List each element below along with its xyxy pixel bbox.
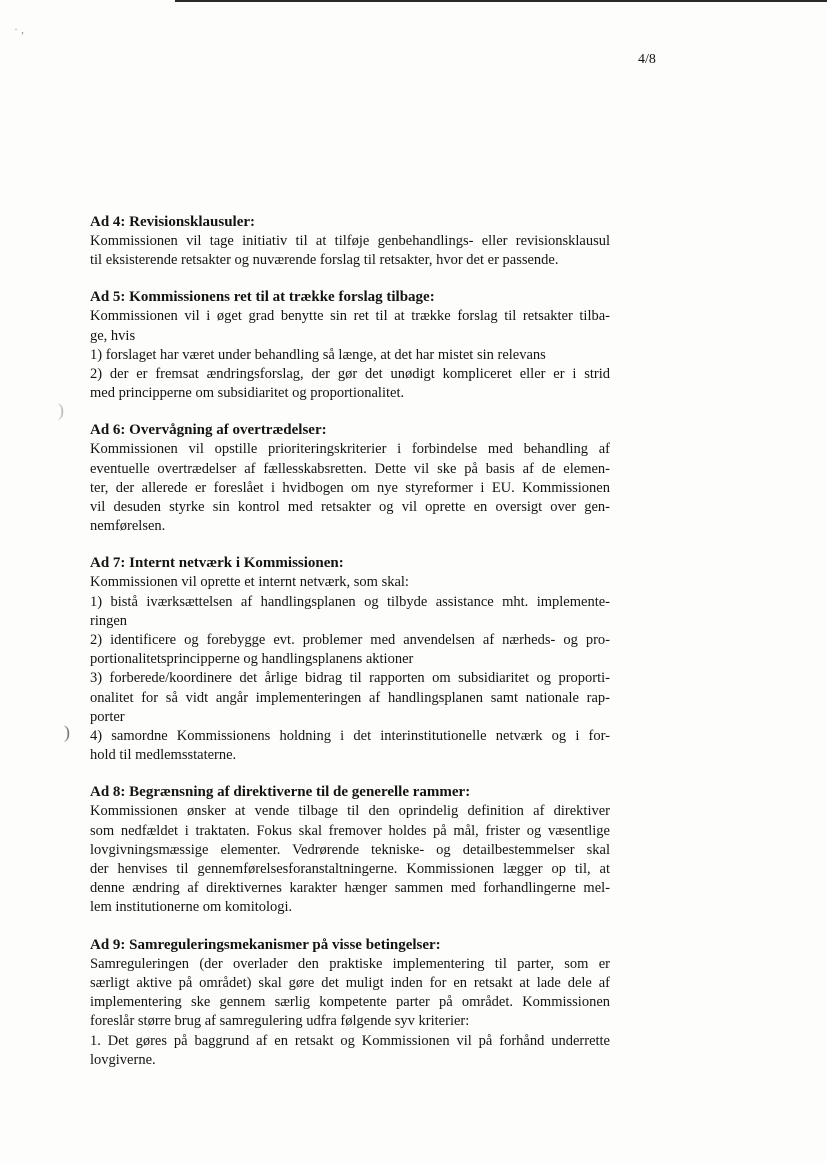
text-line: Kommissionen vil opstille prioriteringskriterier i forbindelse med behandling af (90, 441, 610, 458)
text-line: som nedfældet i traktaten. Fokus skal fremover holdes på mål, frister og væsentlige (90, 822, 610, 839)
text-line: til eksisterende retsakter og nuværende forslag til retsakter, hvor det er passende. (90, 252, 559, 269)
text-line: lem institutionerne om komitologi. (90, 899, 293, 916)
text-line: ter, der allerede er foreslået i hvidbogen om nye styreformer i EU. Kommissionen (90, 479, 610, 496)
text-line: 1. Det gøres på baggrund af en retsakt og Kommissionen vil på forhånd underrette (90, 1032, 610, 1049)
text-line: denne ændring af direktivernes karakter hænger sammen med forhandlingerne mel- (90, 880, 610, 897)
text-line: der henvises til gennemførelsesforanstaltningerne. Kommissionen lægger op til, at (90, 861, 610, 878)
text-line: Kommissionen ønsker at vende tilbage til den oprindelig definition af direktiver (90, 803, 610, 820)
section-8 (90, 783, 610, 917)
text-line: Kommissionen vil tage initiativ til at tilføje genbehandlings- eller revisionsklausul (90, 233, 610, 249)
section-7 (90, 554, 610, 765)
section-6 (90, 421, 610, 536)
text-line: foreslår større brug af samregulering udfra følgende syv kriterier: (90, 1013, 470, 1030)
text-line: vil desuden styrke sin kontrol med retsakter og vil oprette en oversigt over gen- (90, 499, 610, 516)
text-line: eventuelle overtrædelser af fællesskabsretten. Dette vil ske på basis af de elemen- (90, 460, 610, 477)
text-line: 1) bistå iværksættelsen af handlingsplanen og tilbyde assistance mht. implemente- (90, 593, 610, 610)
text-line: lovgiverne. (90, 1051, 156, 1068)
text-line: Kommissionen vil oprette et internt netværk, som skal: (90, 574, 409, 591)
section-heading: Ad 7: Internt netværk i Kommissionen: (90, 555, 344, 572)
section-9 (90, 936, 610, 1070)
text-line: onalitet for så vidt angår implementeringen af handlingsplanen samt nationale rap- (90, 689, 610, 706)
punch-hole-mark: ) (64, 722, 70, 742)
section-heading: Ad 5: Kommissionens ret til at trække forslag tilbage: (90, 289, 435, 306)
section-heading: Ad 6: Overvågning af overtrædelser: (90, 422, 327, 439)
text-line: implementering ske gennem særlig kompetente parter på området. Kommissionen (90, 994, 610, 1011)
document-body (90, 213, 610, 1088)
section-heading: Ad 8: Begrænsning af direktiverne til de generelle rammer: (90, 784, 471, 801)
section-heading: Ad 4: Revisionsklausuler: (90, 214, 256, 230)
page-number: 4/8 (638, 52, 656, 67)
text-line: særligt aktive på området) skal gøre det muligt inden for en retsakt at lade dele af (90, 974, 610, 991)
text-line: ringen (90, 612, 128, 629)
punch-hole-mark: ) (58, 400, 64, 420)
scan-speck: · , (14, 22, 24, 36)
section-4 (90, 213, 610, 270)
text-line: 2) identificere og forebygge evt. problemer med anvendelsen af nærheds- og pro- (90, 632, 610, 649)
text-line: 4) samordne Kommissionens holdning i det interinstitutionelle netværk og i for- (90, 728, 610, 745)
text-line: 2) der er fremsat ændringsforslag, der gør det unødigt kompliceret eller er i strid (90, 366, 610, 383)
text-line: Kommissionen vil i øget grad benytte sin ret til at trække forslag til retsakter tilba- (90, 308, 610, 325)
text-line: nemførelsen. (90, 518, 166, 535)
section-5 (90, 288, 610, 403)
text-line: 1) forslaget har været under behandling så længe, at det har mistet sin relevans (90, 346, 546, 363)
text-line: portionalitetsprincipperne og handlingsplanens aktioner (90, 651, 414, 668)
scan-top-rule (175, 0, 827, 2)
text-line: ge, hvis (90, 327, 136, 344)
text-line: Samreguleringen (der overlader den praktiske implementering til parter, som er (90, 955, 610, 972)
section-heading: Ad 9: Samreguleringsmekanismer på visse betingelser: (90, 936, 441, 953)
text-line: 3) forberede/koordinere det årlige bidrag til rapporten om subsidiaritet og proporti- (90, 670, 610, 687)
text-line: lovgivningsmæssige elementer. Vedrørende tekniske- og detailbestemmelser skal (90, 841, 610, 858)
text-line: med principperne om subsidiaritet og proportionalitet. (90, 385, 405, 402)
text-line: hold til medlemsstaterne. (90, 747, 237, 764)
text-line: porter (90, 708, 125, 725)
